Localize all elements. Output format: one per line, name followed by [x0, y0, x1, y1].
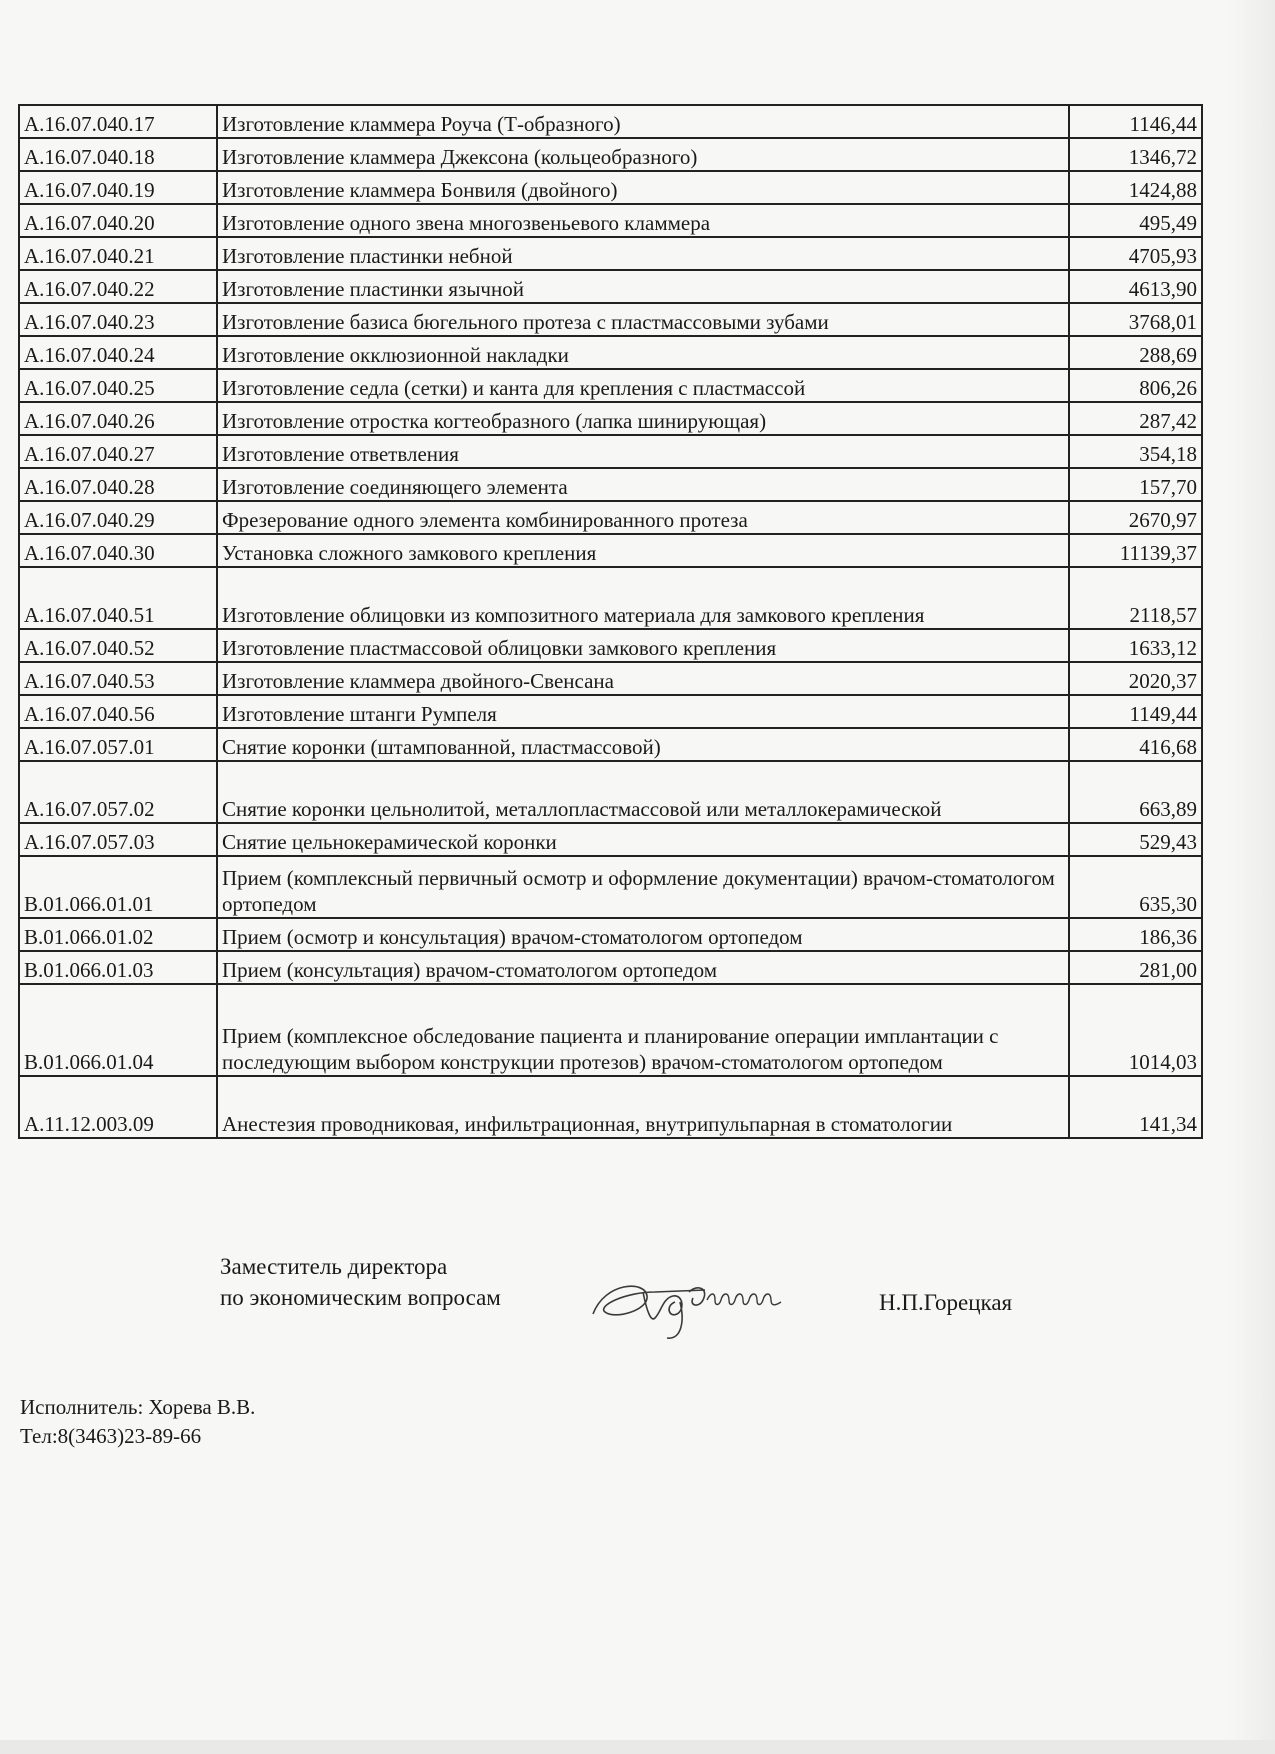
service-price-cell: 529,43	[1069, 823, 1202, 856]
service-price-cell: 4613,90	[1069, 270, 1202, 303]
service-code-cell: A.16.07.040.22	[19, 270, 217, 303]
service-code-cell: A.16.07.040.30	[19, 534, 217, 567]
service-price-cell: 2020,37	[1069, 662, 1202, 695]
service-name-cell: Изготовление штанги Румпеля	[217, 695, 1069, 728]
service-price-cell: 157,70	[1069, 468, 1202, 501]
table-row	[19, 171, 1202, 204]
table-row	[19, 761, 1202, 823]
service-price-cell: 1014,03	[1069, 984, 1202, 1076]
service-name-cell: Изготовление отростка когтеобразного (лапка шинирующая)	[217, 402, 1069, 435]
table-row	[19, 534, 1202, 567]
table-row	[19, 728, 1202, 761]
table-row	[19, 823, 1202, 856]
service-code-cell: A.16.07.040.53	[19, 662, 217, 695]
table-row	[19, 138, 1202, 171]
service-name-cell: Прием (комплексный первичный осмотр и оформление документации) врачом-стоматологом ортопедом	[217, 856, 1069, 918]
price-table-body	[19, 105, 1202, 1138]
service-code-cell: A.16.07.040.20	[19, 204, 217, 237]
price-table	[18, 104, 1203, 1139]
service-name-cell: Снятие коронки цельнолитой, металлопластмассовой или металлокерамической	[217, 761, 1069, 823]
table-row	[19, 918, 1202, 951]
service-code-cell: A.16.07.040.27	[19, 435, 217, 468]
executor-name: Исполнитель: Хорева В.В.	[20, 1395, 256, 1419]
page-edge-shadow	[1227, 0, 1275, 1754]
table-row	[19, 105, 1202, 138]
signatory-name: Н.П.Горецкая	[879, 1290, 1013, 1315]
service-price-cell: 663,89	[1069, 761, 1202, 823]
service-name-cell: Изготовление соединяющего элемента	[217, 468, 1069, 501]
service-code-cell: A.16.07.040.18	[19, 138, 217, 171]
service-name-cell: Изготовление седла (сетки) и канта для крепления с пластмассой	[217, 369, 1069, 402]
handwritten-signature	[585, 1262, 835, 1342]
service-name-cell: Изготовление пластмассовой облицовки замкового крепления	[217, 629, 1069, 662]
service-name-cell: Изготовление облицовки из композитного материала для замкового крепления	[217, 567, 1069, 629]
service-name-cell: Установка сложного замкового крепления	[217, 534, 1069, 567]
service-code-cell: A.16.07.040.19	[19, 171, 217, 204]
table-row	[19, 402, 1202, 435]
table-row	[19, 468, 1202, 501]
service-price-cell: 495,49	[1069, 204, 1202, 237]
table-row	[19, 270, 1202, 303]
service-price-cell: 416,68	[1069, 728, 1202, 761]
service-name-cell: Анестезия проводниковая, инфильтрационная, внутрипульпарная в стоматологии	[217, 1076, 1069, 1138]
service-code-cell: B.01.066.01.02	[19, 918, 217, 951]
service-name-cell: Изготовление кламмера Бонвиля (двойного)	[217, 171, 1069, 204]
service-price-cell: 635,30	[1069, 856, 1202, 918]
service-code-cell: A.16.07.040.56	[19, 695, 217, 728]
executor-phone: Тел:8(3463)23-89-66	[20, 1424, 202, 1448]
service-name-cell: Прием (осмотр и консультация) врачом-стоматологом ортопедом	[217, 918, 1069, 951]
service-code-cell: A.16.07.040.24	[19, 336, 217, 369]
service-price-cell: 3768,01	[1069, 303, 1202, 336]
service-code-cell: A.16.07.040.29	[19, 501, 217, 534]
table-row	[19, 204, 1202, 237]
service-code-cell: A.16.07.057.03	[19, 823, 217, 856]
service-name-cell: Изготовление пластинки язычной	[217, 270, 1069, 303]
service-price-cell: 11139,37	[1069, 534, 1202, 567]
table-row	[19, 303, 1202, 336]
service-code-cell: A.16.07.040.17	[19, 105, 217, 138]
table-row	[19, 695, 1202, 728]
service-code-cell: A.16.07.040.28	[19, 468, 217, 501]
service-name-cell: Изготовление ответвления	[217, 435, 1069, 468]
service-price-cell: 288,69	[1069, 336, 1202, 369]
service-code-cell: A.16.07.057.01	[19, 728, 217, 761]
table-row	[19, 237, 1202, 270]
table-row	[19, 629, 1202, 662]
service-price-cell: 141,34	[1069, 1076, 1202, 1138]
table-row	[19, 501, 1202, 534]
service-code-cell: B.01.066.01.01	[19, 856, 217, 918]
signatory-position-line2: по экономическим вопросам	[220, 1285, 501, 1310]
service-name-cell: Изготовление кламмера Джексона (кольцеобразного)	[217, 138, 1069, 171]
table-row	[19, 369, 1202, 402]
signatory-position	[220, 1251, 501, 1313]
service-price-cell: 4705,93	[1069, 237, 1202, 270]
service-price-cell: 1149,44	[1069, 695, 1202, 728]
service-name-cell: Изготовление кламмера двойного-Свенсана	[217, 662, 1069, 695]
table-row	[19, 856, 1202, 918]
service-price-cell: 354,18	[1069, 435, 1202, 468]
service-code-cell: A.16.07.040.52	[19, 629, 217, 662]
table-row	[19, 336, 1202, 369]
table-row	[19, 951, 1202, 984]
service-name-cell: Фрезерование одного элемента комбинированного протеза	[217, 501, 1069, 534]
service-price-cell: 1424,88	[1069, 171, 1202, 204]
service-code-cell: B.01.066.01.04	[19, 984, 217, 1076]
service-name-cell: Изготовление окклюзионной накладки	[217, 336, 1069, 369]
service-price-cell: 186,36	[1069, 918, 1202, 951]
executor-block	[20, 1393, 255, 1451]
service-code-cell: A.16.07.057.02	[19, 761, 217, 823]
service-code-cell: A.16.07.040.23	[19, 303, 217, 336]
service-code-cell: A.16.07.040.25	[19, 369, 217, 402]
service-code-cell: A.11.12.003.09	[19, 1076, 217, 1138]
service-price-cell: 806,26	[1069, 369, 1202, 402]
service-name-cell: Изготовление базиса бюгельного протеза с пластмассовыми зубами	[217, 303, 1069, 336]
service-code-cell: A.16.07.040.26	[19, 402, 217, 435]
service-name-cell: Изготовление кламмера Роуча (Т-образного)	[217, 105, 1069, 138]
table-row	[19, 1076, 1202, 1138]
page-bottom-edge	[0, 1740, 1275, 1754]
service-price-cell: 2118,57	[1069, 567, 1202, 629]
service-code-cell: A.16.07.040.51	[19, 567, 217, 629]
service-name-cell: Прием (консультация) врачом-стоматологом ортопедом	[217, 951, 1069, 984]
table-row	[19, 435, 1202, 468]
signatory-position-line1: Заместитель директора	[220, 1254, 448, 1279]
service-name-cell: Изготовление пластинки небной	[217, 237, 1069, 270]
table-row	[19, 984, 1202, 1076]
service-name-cell: Изготовление одного звена многозвеньевого кламмера	[217, 204, 1069, 237]
service-code-cell: B.01.066.01.03	[19, 951, 217, 984]
table-row	[19, 662, 1202, 695]
service-price-cell: 281,00	[1069, 951, 1202, 984]
service-name-cell: Снятие коронки (штампованной, пластмассовой)	[217, 728, 1069, 761]
service-name-cell: Прием (комплексное обследование пациента и планирование операции имплантации с последующим выбором конструкции протезов) врачом-стоматологом ортопедом	[217, 984, 1069, 1076]
service-price-cell: 1346,72	[1069, 138, 1202, 171]
service-code-cell: A.16.07.040.21	[19, 237, 217, 270]
service-price-cell: 287,42	[1069, 402, 1202, 435]
table-row	[19, 567, 1202, 629]
service-price-cell: 1146,44	[1069, 105, 1202, 138]
service-price-cell: 2670,97	[1069, 501, 1202, 534]
service-price-cell: 1633,12	[1069, 629, 1202, 662]
service-name-cell: Снятие цельнокерамической коронки	[217, 823, 1069, 856]
